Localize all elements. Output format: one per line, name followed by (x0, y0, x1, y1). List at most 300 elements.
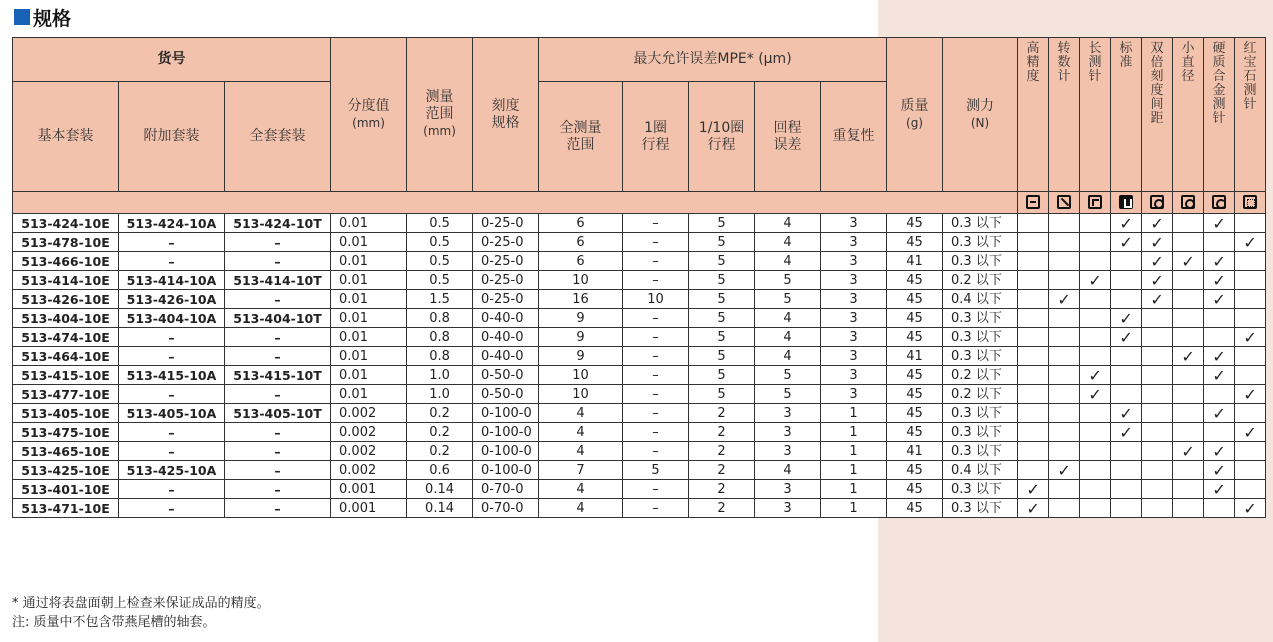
mass-cell: 45 (887, 461, 943, 480)
table-row (13, 385, 1266, 404)
feature-check-cell (1142, 499, 1173, 518)
force-cell: 0.3 以下 (943, 347, 1018, 366)
range-cell: 0.14 (407, 480, 473, 499)
feature-check-cell (1142, 309, 1173, 328)
feature-check-cell (1204, 385, 1235, 404)
full-set-cell: – (225, 233, 331, 252)
feature-check-cell (1049, 423, 1080, 442)
mpe-110rev-cell: 2 (689, 442, 755, 461)
mpe-110rev-cell: 2 (689, 480, 755, 499)
double-scale-icon-cell (1142, 192, 1173, 214)
range-cell: 1.5 (407, 290, 473, 309)
small-diameter-icon (1181, 195, 1195, 209)
title-square-icon (14, 9, 30, 25)
feature-check-cell (1204, 309, 1235, 328)
add-set-cell: – (119, 252, 225, 271)
feature-check-cell (1173, 480, 1204, 499)
feature-check-cell (1235, 366, 1266, 385)
graduation-cell: 0.01 (331, 347, 407, 366)
mpe-1rev-header: 1圈行程 (623, 82, 689, 192)
carbide-stylus-icon-cell (1204, 192, 1235, 214)
feature-check-cell (1049, 309, 1080, 328)
mpe-repeatability-cell: 3 (821, 366, 887, 385)
feature-check-cell: ✓ (1142, 271, 1173, 290)
table-row (13, 252, 1266, 271)
feature-check-cell (1235, 461, 1266, 480)
feature-check-cell: ✓ (1111, 423, 1142, 442)
feature-check-cell (1049, 480, 1080, 499)
table-row (13, 404, 1266, 423)
feature-check-cell (1235, 480, 1266, 499)
feature-check-cell (1049, 328, 1080, 347)
ruby-stylus-icon-cell (1235, 192, 1266, 214)
mass-cell: 45 (887, 366, 943, 385)
add-set-cell: – (119, 328, 225, 347)
add-set-cell: 513-424-10A (119, 214, 225, 233)
mpe-hysteresis-cell: 4 (755, 214, 821, 233)
feature-check-cell (1018, 233, 1049, 252)
table-row (13, 328, 1266, 347)
page-title (14, 4, 71, 30)
feature-check-cell (1173, 461, 1204, 480)
feature-check-cell: ✓ (1235, 328, 1266, 347)
feature-check-cell: ✓ (1204, 290, 1235, 309)
feature-check-cell: ✓ (1142, 214, 1173, 233)
force-cell: 0.2 以下 (943, 271, 1018, 290)
feature-check-cell: ✓ (1111, 404, 1142, 423)
full-set-cell: – (225, 480, 331, 499)
feature-check-cell (1049, 271, 1080, 290)
feature-header-ruby-stylus: 红宝石测针 (1235, 38, 1266, 192)
full-set-cell: – (225, 442, 331, 461)
feature-check-cell: ✓ (1142, 290, 1173, 309)
feature-check-cell (1111, 442, 1142, 461)
feature-check-cell (1235, 309, 1266, 328)
force-cell: 0.3 以下 (943, 328, 1018, 347)
full-set-cell: 513-405-10T (225, 404, 331, 423)
basic-set-cell: 513-465-10E (13, 442, 119, 461)
feature-check-cell: ✓ (1204, 480, 1235, 499)
dial-cell: 0-40-0 (473, 309, 539, 328)
mpe-full-cell: 4 (539, 423, 623, 442)
feature-check-cell: ✓ (1173, 347, 1204, 366)
feature-header-long-stylus: 长测针 (1080, 38, 1111, 192)
feature-check-cell (1049, 366, 1080, 385)
feature-check-cell (1049, 233, 1080, 252)
revolution-counter-icon (1057, 195, 1071, 209)
add-set-cell: – (119, 233, 225, 252)
feature-check-cell (1142, 347, 1173, 366)
graduation-cell: 0.01 (331, 214, 407, 233)
mass-cell: 45 (887, 233, 943, 252)
table-row (13, 423, 1266, 442)
add-set-cell: – (119, 347, 225, 366)
basic-set-cell: 513-464-10E (13, 347, 119, 366)
mpe-repeatability-cell: 3 (821, 271, 887, 290)
feature-check-cell (1111, 385, 1142, 404)
basic-set-cell: 513-404-10E (13, 309, 119, 328)
force-cell: 0.3 以下 (943, 480, 1018, 499)
force-cell: 0.2 以下 (943, 385, 1018, 404)
feature-check-cell (1173, 366, 1204, 385)
feature-check-cell (1018, 252, 1049, 271)
mpe-hysteresis-cell: 4 (755, 347, 821, 366)
mpe-full-cell: 16 (539, 290, 623, 309)
mpe-110rev-cell: 2 (689, 404, 755, 423)
mass-cell: 41 (887, 442, 943, 461)
graduation-cell: 0.01 (331, 252, 407, 271)
mpe-full-cell: 4 (539, 480, 623, 499)
feature-check-cell: ✓ (1204, 214, 1235, 233)
range-cell: 0.8 (407, 347, 473, 366)
feature-check-cell: ✓ (1018, 499, 1049, 518)
feature-check-cell: ✓ (1204, 442, 1235, 461)
mpe-hysteresis-cell: 4 (755, 252, 821, 271)
feature-check-cell (1142, 404, 1173, 423)
mpe-full-cell: 4 (539, 442, 623, 461)
dial-cell: 0-100-0 (473, 442, 539, 461)
graduation-cell: 0.01 (331, 385, 407, 404)
feature-check-cell (1111, 290, 1142, 309)
basic-set-cell: 513-474-10E (13, 328, 119, 347)
mpe-1rev-cell: 10 (623, 290, 689, 309)
mpe-hysteresis-cell: 3 (755, 423, 821, 442)
feature-check-cell (1204, 423, 1235, 442)
dial-cell: 0-25-0 (473, 233, 539, 252)
feature-check-cell (1173, 328, 1204, 347)
feature-check-cell (1080, 404, 1111, 423)
force-header: 测力 (N) (943, 38, 1018, 192)
feature-check-cell (1235, 271, 1266, 290)
feature-check-cell (1080, 252, 1111, 271)
range-cell: 0.5 (407, 271, 473, 290)
basic-set-cell: 513-415-10E (13, 366, 119, 385)
mpe-hysteresis-cell: 3 (755, 442, 821, 461)
basic-set-cell: 513-477-10E (13, 385, 119, 404)
feature-check-cell (1173, 290, 1204, 309)
feature-check-cell: ✓ (1204, 366, 1235, 385)
dial-cell: 0-40-0 (473, 347, 539, 366)
mass-cell: 41 (887, 347, 943, 366)
mpe-1rev-cell: – (623, 442, 689, 461)
mpe-110rev-cell: 5 (689, 385, 755, 404)
add-set-cell: – (119, 499, 225, 518)
feature-check-cell (1080, 309, 1111, 328)
feature-check-cell (1018, 290, 1049, 309)
mpe-full-cell: 10 (539, 271, 623, 290)
feature-header-standard: 标准 (1111, 38, 1142, 192)
mpe-repeatability-cell: 3 (821, 328, 887, 347)
feature-check-cell (1018, 442, 1049, 461)
feature-check-cell (1080, 423, 1111, 442)
graduation-cell: 0.01 (331, 309, 407, 328)
feature-check-cell: ✓ (1173, 252, 1204, 271)
mpe-hysteresis-cell: 4 (755, 233, 821, 252)
mass-cell: 45 (887, 404, 943, 423)
footnotes (12, 594, 270, 632)
mpe-hysteresis-cell: 4 (755, 309, 821, 328)
mpe-hysteresis-cell: 3 (755, 480, 821, 499)
feature-check-cell (1018, 366, 1049, 385)
ruby-stylus-icon (1243, 195, 1257, 209)
feature-check-cell (1080, 328, 1111, 347)
feature-header-double-scale: 双倍刻度间距 (1142, 38, 1173, 192)
feature-check-cell (1235, 290, 1266, 309)
full-set-cell: – (225, 461, 331, 480)
feature-check-cell (1018, 328, 1049, 347)
mpe-110rev-cell: 2 (689, 423, 755, 442)
feature-check-cell (1049, 404, 1080, 423)
force-cell: 0.4 以下 (943, 290, 1018, 309)
range-cell: 0.2 (407, 404, 473, 423)
feature-check-cell (1204, 499, 1235, 518)
basic-set-cell: 513-466-10E (13, 252, 119, 271)
range-cell: 1.0 (407, 366, 473, 385)
footnote-mpe: * 通过将表盘面朝上检查来保证成品的精度。 (12, 596, 270, 611)
mpe-full-cell: 10 (539, 366, 623, 385)
mpe-repeatability-cell: 3 (821, 252, 887, 271)
mpe-1rev-cell: – (623, 404, 689, 423)
mpe-repeatability-cell: 1 (821, 499, 887, 518)
feature-check-cell: ✓ (1080, 366, 1111, 385)
feature-check-cell (1080, 499, 1111, 518)
mpe-110rev-cell: 5 (689, 271, 755, 290)
dial-cell: 0-100-0 (473, 404, 539, 423)
mpe-repeatability-cell: 3 (821, 347, 887, 366)
mpe-hysteresis-cell: 5 (755, 290, 821, 309)
feature-check-cell (1173, 404, 1204, 423)
feature-check-cell: ✓ (1049, 290, 1080, 309)
feature-check-cell (1080, 290, 1111, 309)
table-row (13, 233, 1266, 252)
force-cell: 0.4 以下 (943, 461, 1018, 480)
graduation-header: 分度值 (mm) (331, 38, 407, 192)
feature-check-cell (1142, 385, 1173, 404)
table-row (13, 271, 1266, 290)
mass-cell: 45 (887, 328, 943, 347)
feature-check-cell: ✓ (1204, 461, 1235, 480)
mpe-1rev-cell: – (623, 309, 689, 328)
mpe-full-cell: 6 (539, 214, 623, 233)
feature-check-cell: ✓ (1235, 423, 1266, 442)
mass-cell: 41 (887, 252, 943, 271)
table-row (13, 309, 1266, 328)
mass-cell: 45 (887, 480, 943, 499)
feature-check-cell (1142, 366, 1173, 385)
range-cell: 0.2 (407, 423, 473, 442)
basic-set-cell: 513-424-10E (13, 214, 119, 233)
long-stylus-icon-cell (1080, 192, 1111, 214)
range-cell: 0.6 (407, 461, 473, 480)
standard-icon (1119, 195, 1133, 209)
add-set-cell: 513-414-10A (119, 271, 225, 290)
mpe-hysteresis-cell: 3 (755, 499, 821, 518)
feature-check-cell: ✓ (1235, 233, 1266, 252)
table-row (13, 442, 1266, 461)
feature-check-cell: ✓ (1080, 271, 1111, 290)
feature-check-cell (1235, 442, 1266, 461)
feature-check-cell (1080, 347, 1111, 366)
mass-cell: 45 (887, 385, 943, 404)
feature-check-cell (1142, 442, 1173, 461)
add-set-cell: 513-425-10A (119, 461, 225, 480)
feature-check-cell (1142, 423, 1173, 442)
force-cell: 0.3 以下 (943, 404, 1018, 423)
full-set-cell: – (225, 252, 331, 271)
feature-check-cell (1018, 347, 1049, 366)
feature-check-cell (1173, 233, 1204, 252)
feature-check-cell (1049, 252, 1080, 271)
full-set-cell: 513-404-10T (225, 309, 331, 328)
item-no-header: 货号 (13, 38, 331, 82)
mass-cell: 45 (887, 271, 943, 290)
mpe-hysteresis-cell: 5 (755, 366, 821, 385)
feature-check-cell (1173, 385, 1204, 404)
mass-cell: 45 (887, 309, 943, 328)
graduation-cell: 0.01 (331, 233, 407, 252)
graduation-cell: 0.002 (331, 423, 407, 442)
full-set-cell: – (225, 385, 331, 404)
basic-set-cell: 513-414-10E (13, 271, 119, 290)
table-row (13, 480, 1266, 499)
feature-check-cell (1080, 233, 1111, 252)
dial-cell: 0-50-0 (473, 366, 539, 385)
feature-check-cell (1111, 347, 1142, 366)
mpe-full-header: 全测量范围 (539, 82, 623, 192)
mass-header: 质量 (g) (887, 38, 943, 192)
mpe-repeatability-cell: 3 (821, 385, 887, 404)
dial-cell: 0-25-0 (473, 271, 539, 290)
feature-check-cell (1204, 328, 1235, 347)
add-set-cell: – (119, 385, 225, 404)
mpe-110rev-cell: 5 (689, 233, 755, 252)
feature-check-cell (1111, 499, 1142, 518)
mpe-1rev-cell: 5 (623, 461, 689, 480)
feature-check-cell (1173, 499, 1204, 518)
graduation-cell: 0.002 (331, 461, 407, 480)
feature-check-cell (1173, 423, 1204, 442)
mpe-repeatability-cell: 1 (821, 404, 887, 423)
mpe-full-cell: 10 (539, 385, 623, 404)
mpe-1rev-cell: – (623, 347, 689, 366)
full-set-cell: 513-414-10T (225, 271, 331, 290)
mpe-full-cell: 7 (539, 461, 623, 480)
mpe-full-cell: 6 (539, 233, 623, 252)
feature-check-cell (1080, 480, 1111, 499)
feature-check-cell (1049, 385, 1080, 404)
range-cell: 0.5 (407, 214, 473, 233)
mpe-110rev-cell: 5 (689, 366, 755, 385)
mpe-repeatability-cell: 1 (821, 442, 887, 461)
add-set-header: 附加套装 (119, 82, 225, 192)
mpe-full-cell: 9 (539, 328, 623, 347)
mpe-hysteresis-cell: 5 (755, 271, 821, 290)
small-diameter-icon-cell (1173, 192, 1204, 214)
graduation-cell: 0.01 (331, 271, 407, 290)
feature-header-carbide-stylus: 硬质合金测针 (1204, 38, 1235, 192)
spec-table (12, 37, 1266, 518)
mpe-repeatability-header: 重复性 (821, 82, 887, 192)
graduation-cell: 0.001 (331, 499, 407, 518)
feature-header-small-diameter: 小直径 (1173, 38, 1204, 192)
force-cell: 0.3 以下 (943, 423, 1018, 442)
dial-cell: 0-70-0 (473, 480, 539, 499)
full-set-cell: 513-424-10T (225, 214, 331, 233)
mpe-1rev-cell: – (623, 328, 689, 347)
mpe-hysteresis-cell: 3 (755, 404, 821, 423)
basic-set-cell: 513-405-10E (13, 404, 119, 423)
feature-check-cell (1142, 461, 1173, 480)
full-set-cell: – (225, 423, 331, 442)
mpe-110rev-cell: 5 (689, 214, 755, 233)
table-row (13, 366, 1266, 385)
feature-check-cell (1142, 480, 1173, 499)
feature-check-cell: ✓ (1111, 233, 1142, 252)
feature-check-cell (1235, 252, 1266, 271)
feature-check-cell (1049, 214, 1080, 233)
feature-check-cell: ✓ (1235, 385, 1266, 404)
mpe-hysteresis-cell: 4 (755, 461, 821, 480)
feature-check-cell (1018, 404, 1049, 423)
dial-cell: 0-40-0 (473, 328, 539, 347)
mass-cell: 45 (887, 499, 943, 518)
carbide-stylus-icon (1212, 195, 1226, 209)
feature-check-cell (1080, 214, 1111, 233)
mpe-110rev-header: 1/10圈行程 (689, 82, 755, 192)
range-cell: 0.8 (407, 309, 473, 328)
table-row (13, 499, 1266, 518)
double-scale-icon (1150, 195, 1164, 209)
graduation-cell: 0.01 (331, 290, 407, 309)
mpe-1rev-cell: – (623, 480, 689, 499)
dial-header: 刻度规格 (473, 38, 539, 192)
basic-set-cell: 513-471-10E (13, 499, 119, 518)
mpe-110rev-cell: 5 (689, 309, 755, 328)
mpe-repeatability-cell: 1 (821, 423, 887, 442)
mpe-110rev-cell: 2 (689, 499, 755, 518)
dial-cell: 0-25-0 (473, 290, 539, 309)
feature-check-cell (1080, 461, 1111, 480)
mpe-hysteresis-cell: 4 (755, 328, 821, 347)
mpe-110rev-cell: 5 (689, 252, 755, 271)
full-set-cell: 513-415-10T (225, 366, 331, 385)
mpe-full-cell: 9 (539, 309, 623, 328)
mpe-full-cell: 4 (539, 404, 623, 423)
standard-icon-cell (1111, 192, 1142, 214)
add-set-cell: – (119, 442, 225, 461)
dial-cell: 0-70-0 (473, 499, 539, 518)
mpe-1rev-cell: – (623, 423, 689, 442)
full-set-cell: – (225, 499, 331, 518)
feature-check-cell: ✓ (1111, 214, 1142, 233)
feature-check-cell (1018, 423, 1049, 442)
feature-check-cell (1111, 252, 1142, 271)
feature-check-cell (1142, 328, 1173, 347)
feature-check-cell (1111, 461, 1142, 480)
add-set-cell: 513-404-10A (119, 309, 225, 328)
range-header: 测量范围 (mm) (407, 38, 473, 192)
high-precision-icon-cell (1018, 192, 1049, 214)
icon-row-spacer (13, 192, 1018, 214)
force-cell: 0.3 以下 (943, 499, 1018, 518)
force-cell: 0.3 以下 (943, 442, 1018, 461)
high-precision-icon (1026, 195, 1040, 209)
mpe-header: 最大允许误差MPE* (µm) (539, 38, 887, 82)
range-cell: 1.0 (407, 385, 473, 404)
feature-check-cell (1018, 461, 1049, 480)
mpe-110rev-cell: 5 (689, 347, 755, 366)
full-set-cell: – (225, 290, 331, 309)
